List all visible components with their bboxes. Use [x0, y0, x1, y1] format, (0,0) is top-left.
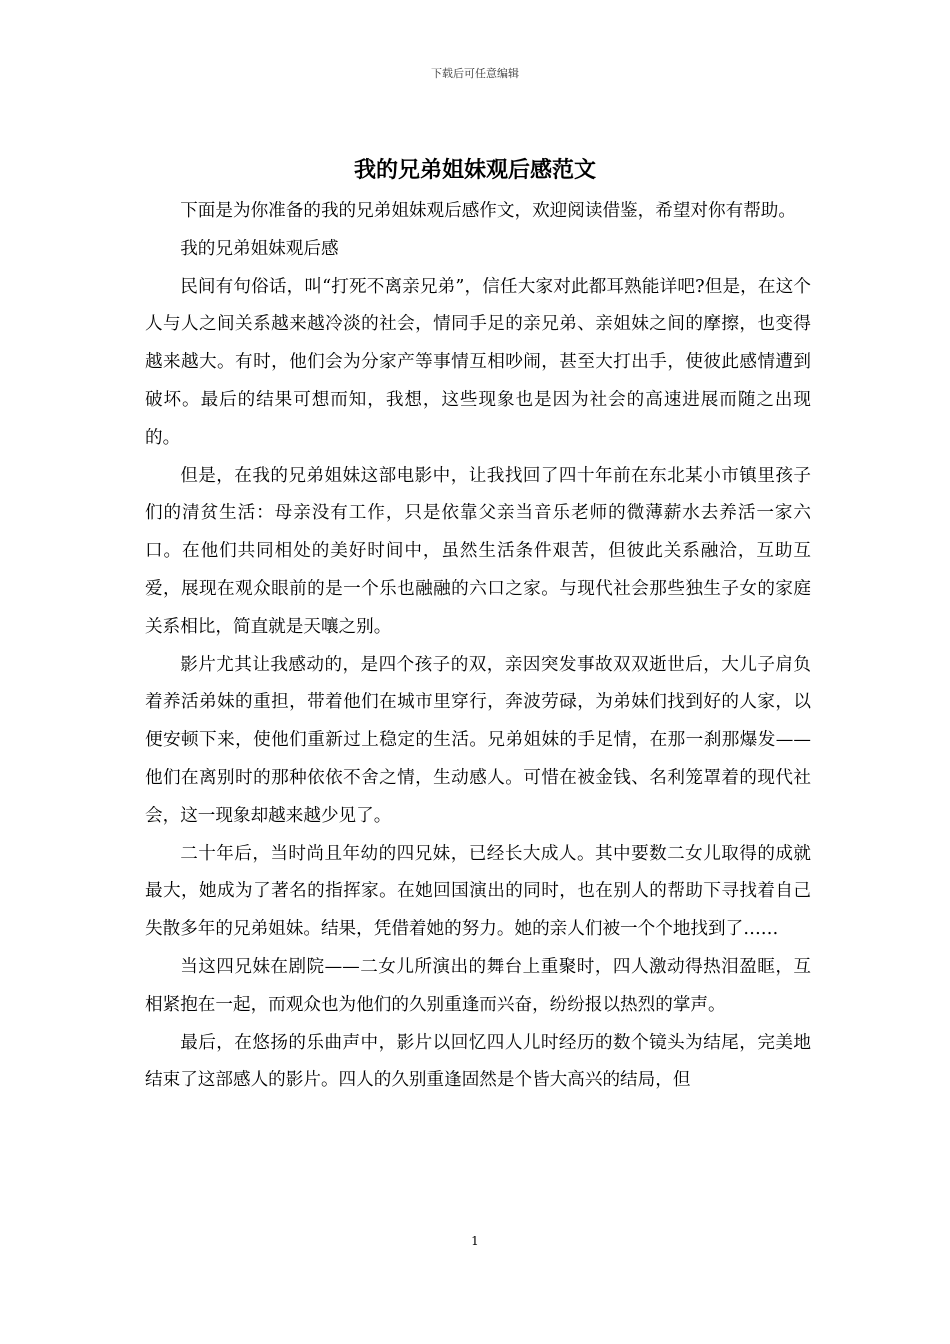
- page-number: 1: [471, 1234, 479, 1248]
- body-paragraph: 当这四兄妹在剧院——二女儿所演出的舞台上重聚时，四人激动得热泪盈眶，互相紧抱在一起，而观众也为他们的久别重逢而兴奋，纷纷报以热烈的掌声。: [145, 956, 811, 1015]
- document-body: [145, 193, 811, 1100]
- section-heading: 我的兄弟姐妹观后感: [180, 238, 339, 259]
- document-title: 我的兄弟姐妹观后感范文: [353, 157, 596, 183]
- body-paragraph: 民间有句俗话，叫“打死不离亲兄弟”，信任大家对此都耳熟能详吧?但是，在这个人与人之间关系越来越冷淡的社会，情同手足的亲兄弟、亲姐妹之间的摩擦，也变得越来越大。有时，他们会为分家产等事情互相吵闹，甚至大打出手，使彼此感情遭到破坏。最后的结果可想而知，我想，这些现象也是因为社会的高速进展而随之出现的。: [145, 276, 811, 448]
- body-paragraph: 但是，在我的兄弟姐妹这部电影中，让我找回了四十年前在东北某小市镇里孩子们的清贫生活：母亲没有工作，只是依靠父亲当音乐老师的微薄薪水去养活一家六口。在他们共同相处的美好时间中，虽然生活条件艰苦，但彼此关系融洽，互助互爱，展现在观众眼前的是一个乐也融融的六口之家。与现代社会那些独生子女的家庭关系相比，简直就是天嚷之别。: [145, 465, 811, 637]
- intro-paragraph: 下面是为你准备的我的兄弟姐妹观后感作文，欢迎阅读借鉴，希望对你有帮助。: [180, 201, 796, 221]
- body-paragraph: 影片尤其让我感动的，是四个孩子的双，亲因突发事故双双逝世后，大儿子肩负着养活弟妹的重担，带着他们在城市里穿行，奔波劳碌，为弟妹们找到好的人家，以便安顿下来，使他们重新过上稳定的生活。兄弟姐妹的手足情，在那一刹那爆发——他们在离别时的那种依依不舍之情，生动感人。可惜在被金钱、名利笼罩着的现代社会，这一现象却越来越少见了。: [145, 654, 811, 826]
- body-paragraph: 二十年后，当时尚且年幼的四兄妹，已经长大成人。其中要数二女儿取得的成就最大，她成为了著名的指挥家。在她回国演出的同时，也在别人的帮助下寻找着自己失散多年的兄弟姐妹。结果，凭借着她的努力。她的亲人们被一个个地找到了……: [145, 843, 811, 940]
- page-header: 下载后可任意编辑: [431, 67, 519, 80]
- body-paragraph: 最后，在悠扬的乐曲声中，影片以回忆四人儿时经历的数个镜头为结尾，完美地结束了这部感人的影片。四人的久别重逢固然是个皆大高兴的结局，但: [145, 1032, 811, 1091]
